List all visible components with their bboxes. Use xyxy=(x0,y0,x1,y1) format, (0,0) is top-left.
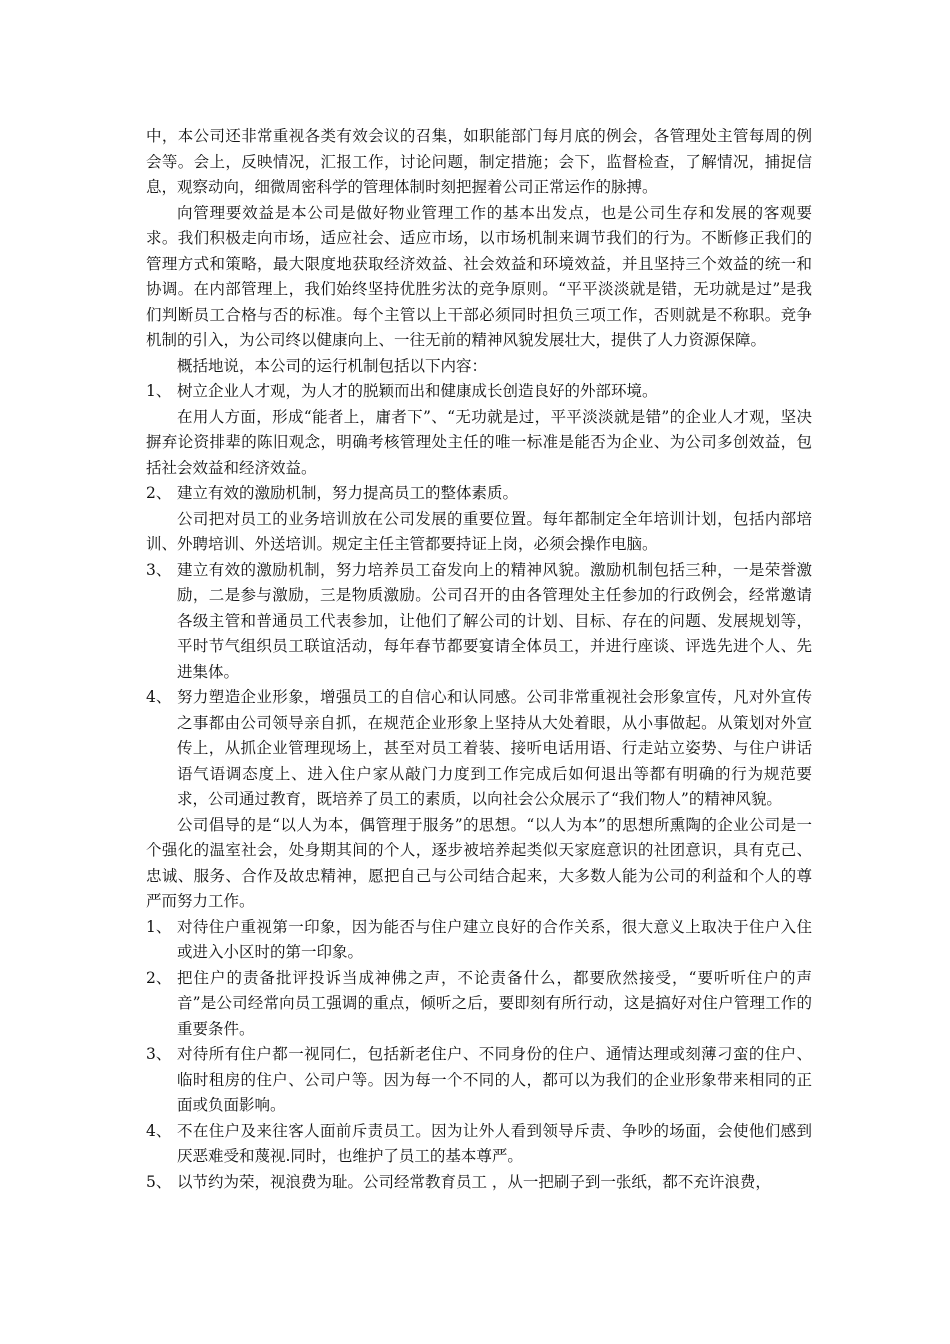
list-item-number: 4、 xyxy=(146,688,172,706)
list-item xyxy=(146,1119,812,1170)
list-item xyxy=(146,558,812,686)
list-item-text: 以节约为荣，视浪费为耻。公司经常教育员工 ，从一把刷子到一张纸，都不充许浪费， xyxy=(177,1172,771,1191)
paragraph: 概括地说，本公司的运行机制包括以下内容： xyxy=(177,356,488,375)
paragraph: 中，本公司还非常重视各类有效会议的召集，如职能部门每月底的例会，各管理处主管每周的例会等。会上，反映情况，汇报工作，讨论问题，制定措施；会下，监督检查，了解情况，捕捉信息，观察动向，细微周密科学的管理体制时刻把握着公司正常运作的脉搏。 xyxy=(146,127,812,196)
list-item xyxy=(146,1042,812,1119)
list-item-text: 树立企业人才观，为人才的脱颖而出和健康成长创造良好的外部环境。 xyxy=(177,382,658,400)
list-item-number: 3、 xyxy=(146,560,172,579)
list-item xyxy=(146,685,812,813)
list-item xyxy=(146,966,812,1043)
list-item-number: 1、 xyxy=(146,917,172,936)
list-item xyxy=(146,1170,812,1196)
document-page xyxy=(146,124,812,1195)
list-item xyxy=(146,915,812,966)
list-item-text: 建立有效的激励机制，努力培养员工奋发向上的精神风貌。激励机制包括三种，一是荣誉激励，二是参与激励，三是物质激励。公司召开的由各管理处主任参加的行政例会，经常邀请各级主管和普通员工代表参加，让他们了解公司的计划、目标、存在的问题、发展规划等，平时节气组织员工联谊活动，每年春节都要宴请全体员工，并进行座谈、评选先进个人、先进集体。 xyxy=(177,560,812,681)
list-item-number: 3、 xyxy=(146,1045,172,1063)
list-item-number: 5、 xyxy=(146,1172,172,1191)
list-item xyxy=(146,379,812,405)
paragraph: 在用人方面，形成“能者上，庸者下”、“无功就是过，平平淡淡就是错”的企业人才观，坚决摒弃论资排辈的陈旧观念，明确考核管理处主任的唯一标准是能否为企业、为公司多创效益，包括社会效益和经济效益。 xyxy=(146,407,812,477)
list-item-text: 建立有效的激励机制，努力提高员工的整体素质。 xyxy=(177,484,519,502)
paragraph: 公司把对员工的业务培训放在公司发展的重要位置。每年都制定全年培训计划，包括内部培训、外聘培训、外送培训。规定主任主管都要持证上岗，必须会操作电脑。 xyxy=(146,509,812,553)
list-item-text: 努力塑造企业形象，增强员工的自信心和认同感。公司非常重视社会形象宣传，凡对外宣传之事都由公司领导亲自抓，在规范企业形象上坚持从大处着眼，从小事做起。从策划对外宣传上，从抓企业管理现场上，甚至对员工着装、接听电话用语、行走站立姿势、与住户讲话语气语调态度上、进入住户家从敲门力度到工作完成后如何退出等都有明确的行为规范要求，公司通过教育，既培养了员工的素质，以向社会公众展示了“我们物人”的精神风貌。 xyxy=(177,688,812,808)
list-item-number: 1、 xyxy=(146,382,172,400)
list-item-number: 2、 xyxy=(146,484,172,502)
paragraph: 向管理要效益是本公司是做好物业管理工作的基本出发点，也是公司生存和发展的客观要求。我们积极走向市场，适应社会、适应市场，以市场机制来调节我们的行为。不断修正我们的管理方式和策略，最大限度地获取经济效益、社会效益和环境效益，并且坚持三个效益的统一和协调。在内部管理上，我们始终坚持优胜劣汰的竞争原则。“平平淡淡就是错，无功就是过”是我们判断员工合格与否的标准。每个主管以上干部必须同时担负三项工作，否则就是不称职。竞争机制的引入，为公司终以健康向上、一往无前的精神风貌发展壮大，提供了人力资源保障。 xyxy=(146,203,812,349)
paragraph: 公司倡导的是“以人为本，偶管理于服务”的思想。“以人为本”的思想所熏陶的企业公司是一个强化的温室社会，处身期其间的个人，逐步被培养起类似天家庭意识的社团意识，具有克己、忠诚、服务、合作及故忠精神，愿把自己与公司结合起来，大多数人能为公司的利益和个人的尊严而努力工作。 xyxy=(146,815,812,910)
list-item-text: 对待所有住户都一视同仁，包括新老住户、不同身份的住户、通情达理或刻薄刁蛮的住户、临时租房的住户、公司户等。因为每一个不同的人，都可以为我们的企业形象带来相同的正面或负面影响。 xyxy=(177,1045,812,1114)
list-item xyxy=(146,481,812,507)
list-item-text: 不在住户及来往客人面前斥责员工。因为让外人看到领导斥责、争吵的场面，会使他们感到厌恶难受和蔑视.同时，也维护了员工的基本尊严。 xyxy=(177,1121,812,1165)
list-item-text: 对待住户重视第一印象，因为能否与住户建立良好的合作关系，很大意义上取决于住户入住或进入小区时的第一印象。 xyxy=(177,917,812,961)
list-item-number: 2、 xyxy=(146,968,172,987)
list-item-number: 4、 xyxy=(146,1121,172,1140)
list-item-text: 把住户的责备批评投诉当成神佛之声，不论责备什么，都要欣然接受，“要听听住户的声音”是公司经常向员工强调的重点，倾听之后，要即刻有所行动，这是搞好对住户管理工作的重要条件。 xyxy=(177,968,812,1038)
